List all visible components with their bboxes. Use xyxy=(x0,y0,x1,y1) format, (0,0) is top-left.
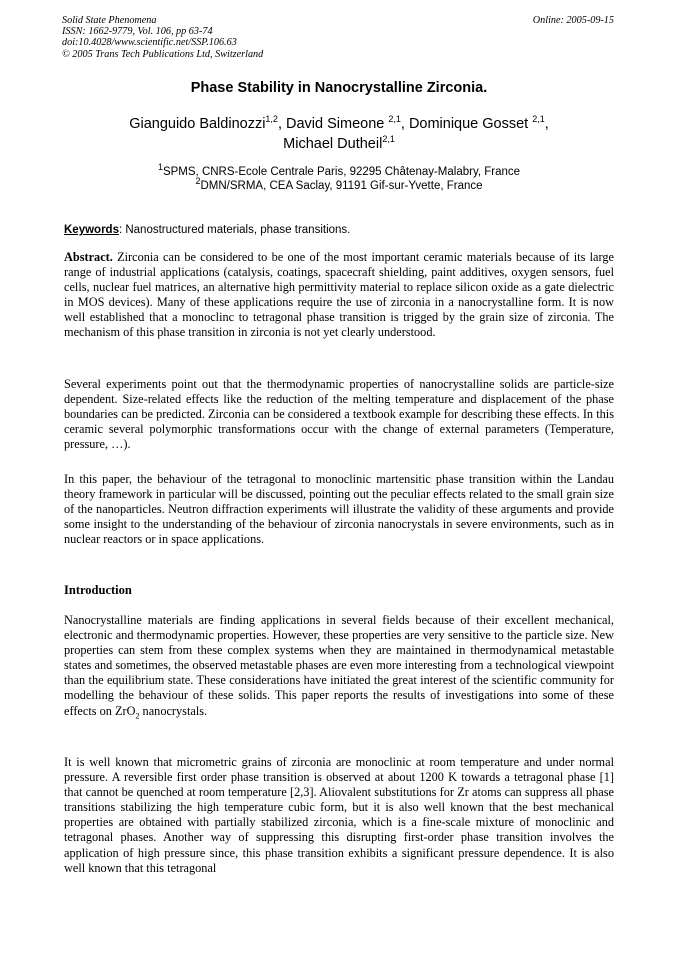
author-affil-sup: 1,2 xyxy=(265,114,278,125)
paper-title: Phase Stability in Nanocrystalline Zirconia. xyxy=(190,80,488,96)
affiliation-list xyxy=(0,162,678,193)
keywords-label: Keywords xyxy=(64,224,119,236)
abstract-paragraph: In this paper, the behaviour of the tetragonal to monoclinic martensitic phase transition within the Landau theory framework in particular will be discussed, pointing out the peculiar effects related to the small grain size of the nanoparticles. Neutron diffraction experiments will illustrate the validity of these arguments and provide some insight to the understanding of the behaviour of zirconia nanocrystals in severe environments, such as in nuclear reactors or in space applications. xyxy=(64,472,614,547)
journal-header xyxy=(62,15,263,60)
online-date: Online: 2005-09-15 xyxy=(532,15,614,26)
keywords-text: : Nanostructured materials, phase transitions. xyxy=(118,224,351,236)
keywords xyxy=(64,224,350,236)
author-list: Gianguido Baldinozzi$^{1,2}$, David Simeone $^{2,1}$, Dominique Gosset $^{2,1}$, Michael Dutheil$^{2,1}$ xyxy=(129,114,549,152)
author-name: David Simeone xyxy=(286,116,389,132)
doi-line: doi:10.4028/www.scientific.net/SSP.106.63 xyxy=(62,37,237,49)
journal-name: Solid State Phenomena xyxy=(62,15,157,26)
abstract-paragraph: Several experiments point out that the thermodynamic properties of nanocrystalline solids are particle-size dependent. Size-related effects like the reduction of the melting temperature and displacement of the phase boundaries can be predicted. Zirconia can be considered a textbook example for describing these effects. In this ceramic several polymorphic transformations occur with the change of external parameters (Temperature, pressure, …). xyxy=(64,377,614,452)
abstract-paragraph: Abstract. Zirconia can be considered to be one of the most important ceramic materials because of its large range of industrial applications (catalysis, coatings, spacecraft shielding, paint additives, oxygen sensors, fuel cells, nuclear fuel matrices, an alternative high permittivity material to replace silicon oxide as a gate dielectric in MOS devices). Many of these applications require the use of zirconia in a nanocrystalline form. It is now well established that a monoclinc to tetragonal phase transition is trigged by the grain size of zirconia. The mechanism of this phase transition in zirconia is not yet clearly understood. xyxy=(64,250,614,340)
intro-paragraph: Nanocrystalline materials are finding applications in several fields because of their excellent mechanical, electronic and thermodynamic properties. However, these properties are very sensitive to the particle size. New properties can stem from these complex systems when they are maintained in thermodynamical metastable states and sometimes, the observed metastable phases are even more interesting from a technological viewpoint than the equilibrium state. These considerations have initiated the great interest of the scientific community for modelling the behaviour of these solids. This paper reports the results of investigations into some of these effects on ZrO$_2$ nanocrystals. xyxy=(64,613,614,721)
author-affil-sup: 2,1 xyxy=(382,134,395,145)
section-heading-introduction: Introduction xyxy=(64,583,132,597)
affiliation: $^1$SPMS, CNRS-Ecole Centrale Paris, 92295 Châtenay-Malabry, France xyxy=(157,162,521,178)
abstract-label: Abstract. xyxy=(64,250,113,264)
author-name: Michael Dutheil xyxy=(283,136,383,152)
issn-line: ISSN: 1662-9779, Vol. 106, pp 63-74 xyxy=(62,26,213,38)
copyright-line: © 2005 Trans Tech Publications Ltd, Switzerland xyxy=(62,48,264,60)
author-affil-sup: 2,1 xyxy=(388,114,401,125)
author-affil-sup: 2,1 xyxy=(532,114,545,125)
intro-paragraph: It is well known that micrometric grains of zirconia are monoclinic at room temperature and under normal pressure. A reversible first order phase transition is observed at about 1200 K towards a tetragonal phase [1] that cannot be quenched at room temperature [2,3]. Aliovalent substitutions for Zr atoms can suppress all phase transitions stabilizing the high temperature cubic form, but it is also well known that the best mechanical properties are obtained with partially stabilized zirconia, which is a fine-scale mixture of monoclinic and tetragonal phases. Another way of suppressing this disrupting first-order phase transition involves the application of high pressure since, this phase transition exhibits a significant pressure dependence. It is also well known that this tetragonal xyxy=(64,755,614,875)
author-name: Dominique Gosset xyxy=(408,116,533,132)
author-name: Gianguido Baldinozzi xyxy=(129,116,266,132)
affiliation: $^2$DMN/SRMA, CEA Saclay, 91191 Gif-sur-Yvette, France xyxy=(195,176,483,192)
